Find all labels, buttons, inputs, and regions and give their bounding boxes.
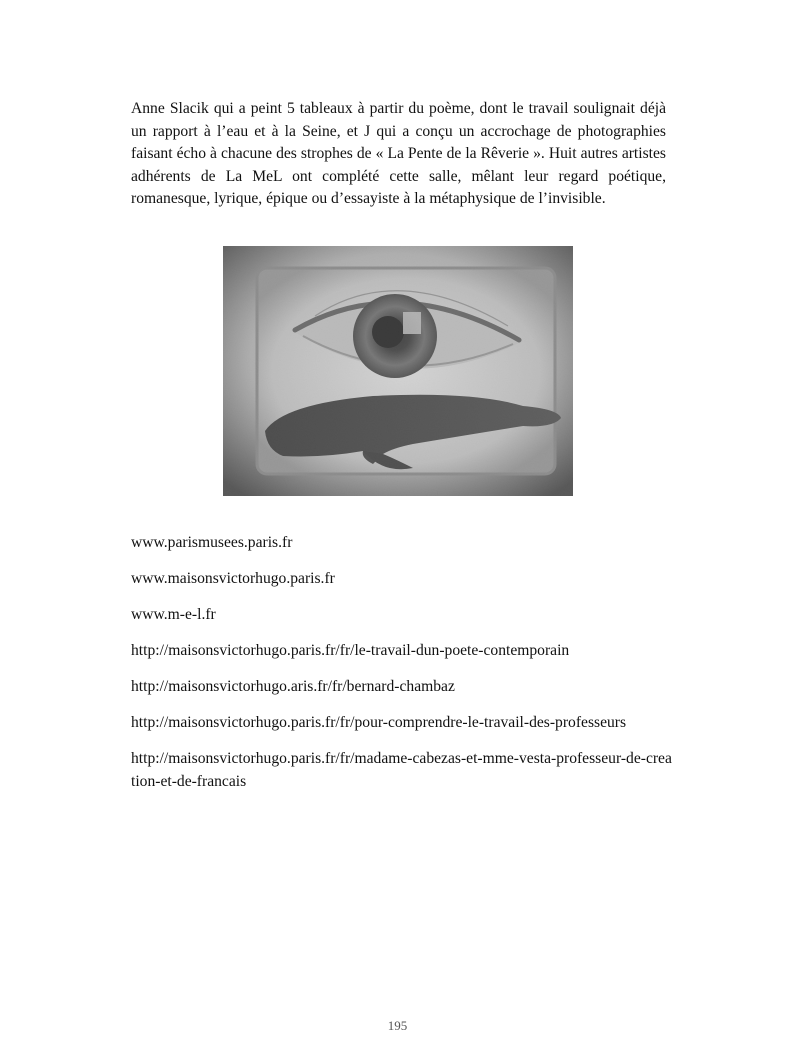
list-item[interactable]	[131, 604, 676, 627]
body-paragraph: Anne Slacik qui a peint 5 tableaux à partir du poème, dont le travail soulignait déjà un rapport à l’eau et à la Seine, et J qui a conçu un accrochage de photographies faisant écho à chacune des strophes de « La Pente de la Rêverie ». Huit autres artistes adhérents de La MeL ont complété cette salle, mêlant leur regard poétique, romanesque, lyrique, épique ou d’essayiste à la métaphysique de l’invisible.	[131, 100, 666, 207]
link-travail-professeurs[interactable]: http://maisonsvictorhugo.paris.fr/fr/pour-comprendre-le-travail-des-professeurs	[131, 714, 627, 731]
list-item[interactable]	[131, 676, 676, 699]
link-m-e-l[interactable]: www.m-e-l.fr	[131, 606, 216, 623]
link-maisonsvictorhugo[interactable]: www.maisonsvictorhugo.paris.fr	[131, 570, 335, 587]
eye-fish-image	[223, 246, 573, 496]
eye-photograph	[223, 246, 573, 496]
list-item[interactable]	[131, 532, 676, 555]
link-madame-cabezas[interactable]: http://maisonsvictorhugo.paris.fr/fr/madame-cabezas-et-mme-vesta-professeur-de-creation-et-de-francais	[131, 750, 672, 790]
list-item[interactable]	[131, 712, 676, 735]
link-list	[131, 532, 676, 807]
list-item[interactable]	[131, 748, 676, 793]
link-parismusees[interactable]: www.parismusees.paris.fr	[131, 534, 293, 551]
list-item[interactable]	[131, 568, 676, 591]
link-travail-poete[interactable]: http://maisonsvictorhugo.paris.fr/fr/le-travail-dun-poete-contemporain	[131, 642, 570, 659]
page-number: 195	[387, 1018, 408, 1033]
link-bernard-chambaz[interactable]: http://maisonsvictorhugo.aris.fr/fr/bernard-chambaz	[131, 678, 455, 695]
list-item[interactable]	[131, 640, 676, 663]
